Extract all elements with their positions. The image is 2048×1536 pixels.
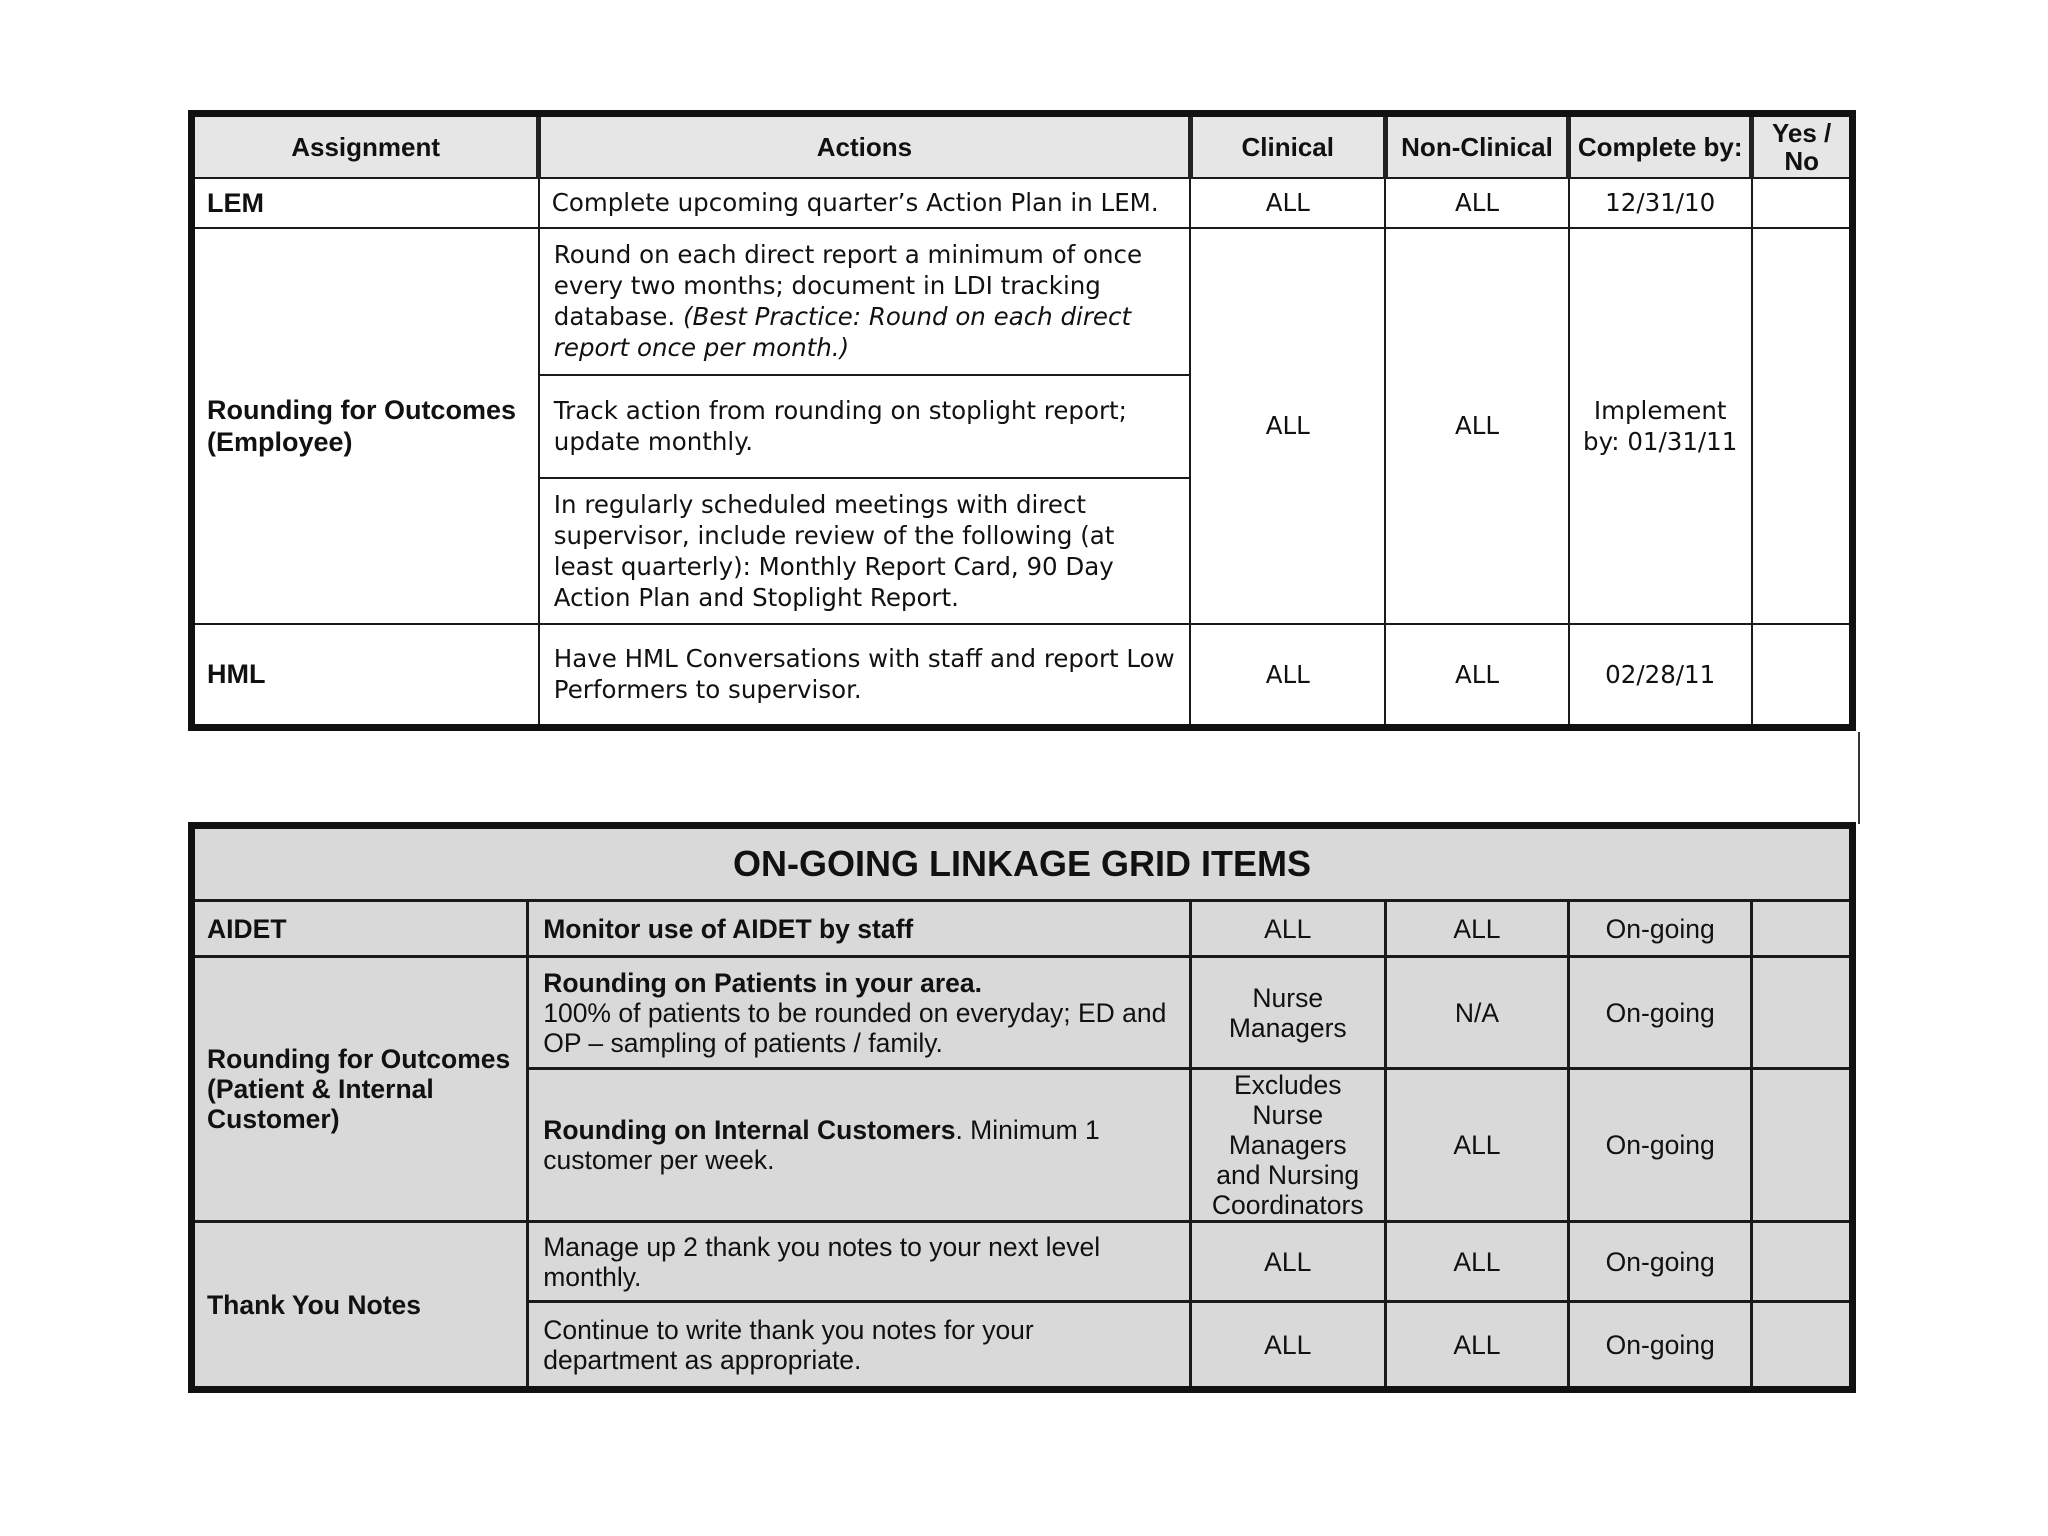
action-cell [528,957,1190,1069]
table-row [192,178,1853,228]
assignment-thank-you-notes: Thank You Notes [192,1222,528,1390]
yes-no-cell[interactable] [1752,228,1853,624]
yes-no-cell[interactable] [1752,178,1853,228]
divider-line [1858,732,1860,824]
action-text: Round on each direct report a minimum of once every two months; document in LDI tracking database. [553,240,1143,331]
linkage-grid-title: ON-GOING LINKAGE GRID ITEMS [192,826,1853,901]
table-row [192,624,1853,728]
actions-header: Actions [539,114,1190,178]
yes-no-cell[interactable] [1752,1069,1853,1222]
clinical-header: Clinical [1190,114,1385,178]
action-cell [539,228,1190,375]
non-clinical-cell: ALL [1385,1069,1568,1222]
clinical-cell: ALL [1190,1222,1385,1302]
clinical-cell: ALL [1190,901,1385,957]
yes-no-cell[interactable] [1752,957,1853,1069]
clinical-cell: ALL [1190,624,1385,728]
table-row [192,228,1853,375]
assignment-header: Assignment [192,114,539,178]
action-cell: Manage up 2 thank you notes to your next level monthly. [528,1222,1190,1302]
action-cell: Track action from rounding on stoplight report; update monthly. [539,375,1190,478]
yes-no-cell[interactable] [1752,1222,1853,1302]
assignment-aidet: AIDET [192,901,528,957]
clinical-cell: Excludes Nurse Managers and Nursing Coordinators [1190,1069,1385,1222]
table-row [192,901,1853,957]
non-clinical-cell: N/A [1385,957,1568,1069]
action-heading: Rounding on Internal Customers [543,1115,956,1145]
clinical-cell: Nurse Managers [1190,957,1385,1069]
yes-no-cell[interactable] [1752,901,1853,957]
table-row [192,1222,1853,1302]
action-cell [528,1069,1190,1222]
non-clinical-cell: ALL [1385,624,1568,728]
clinical-cell: ALL [1190,1302,1385,1390]
complete-by-cell: Implement by: 01/31/11 [1569,228,1752,624]
best-practice-note: (Best Practice: Round on each direct report once per month.) [553,302,1132,362]
assignment-rounding-patient: Rounding for Outcomes (Patient & Internal Customer) [192,957,528,1222]
action-plan-table [188,110,1856,731]
complete-by-cell: On-going [1569,1302,1752,1390]
action-text: 100% of patients to be rounded on everyday; ED and OP – sampling of patients / family. [543,997,1167,1058]
action-cell: Monitor use of AIDET by staff [528,901,1190,957]
action-cell: Continue to write thank you notes for your department as appropriate. [528,1302,1190,1390]
assignment-lem: LEM [192,178,539,228]
complete-by-cell: On-going [1569,1069,1752,1222]
non-clinical-cell: ALL [1385,228,1568,624]
non-clinical-cell: ALL [1385,178,1568,228]
table-row [192,957,1853,1069]
title-row [192,826,1853,901]
complete-by-cell: 02/28/11 [1569,624,1752,728]
non-clinical-header: Non-Clinical [1385,114,1568,178]
action-text: . Minimum 1 customer per week. [543,1115,1100,1175]
non-clinical-cell: ALL [1385,1222,1568,1302]
yes-no-cell[interactable] [1752,624,1853,728]
non-clinical-cell: ALL [1385,901,1568,957]
complete-by-cell: On-going [1569,901,1752,957]
assignment-hml: HML [192,624,539,728]
linkage-grid-table [188,822,1856,1393]
complete-by-header: Complete by: [1569,114,1752,178]
complete-by-cell: On-going [1569,957,1752,1069]
non-clinical-cell: ALL [1385,1302,1568,1390]
clinical-cell: ALL [1190,178,1385,228]
action-cell: Have HML Conversations with staff and report Low Performers to supervisor. [539,624,1190,728]
action-heading: Rounding on Patients in your area. [543,967,982,998]
action-cell: In regularly scheduled meetings with direct supervisor, include review of the following (at least quarterly): Monthly Report Card, 90 Day Action Plan and Stoplight Report. [539,478,1190,624]
complete-by-cell: 12/31/10 [1569,178,1752,228]
yes-no-header: Yes / No [1752,114,1853,178]
complete-by-cell: On-going [1569,1222,1752,1302]
action-cell: Complete upcoming quarter’s Action Plan in LEM. [539,178,1190,228]
yes-no-cell[interactable] [1752,1302,1853,1390]
assignment-rounding-employee: Rounding for Outcomes (Employee) [192,228,539,624]
header-row [192,114,1853,178]
clinical-cell: ALL [1190,228,1385,624]
